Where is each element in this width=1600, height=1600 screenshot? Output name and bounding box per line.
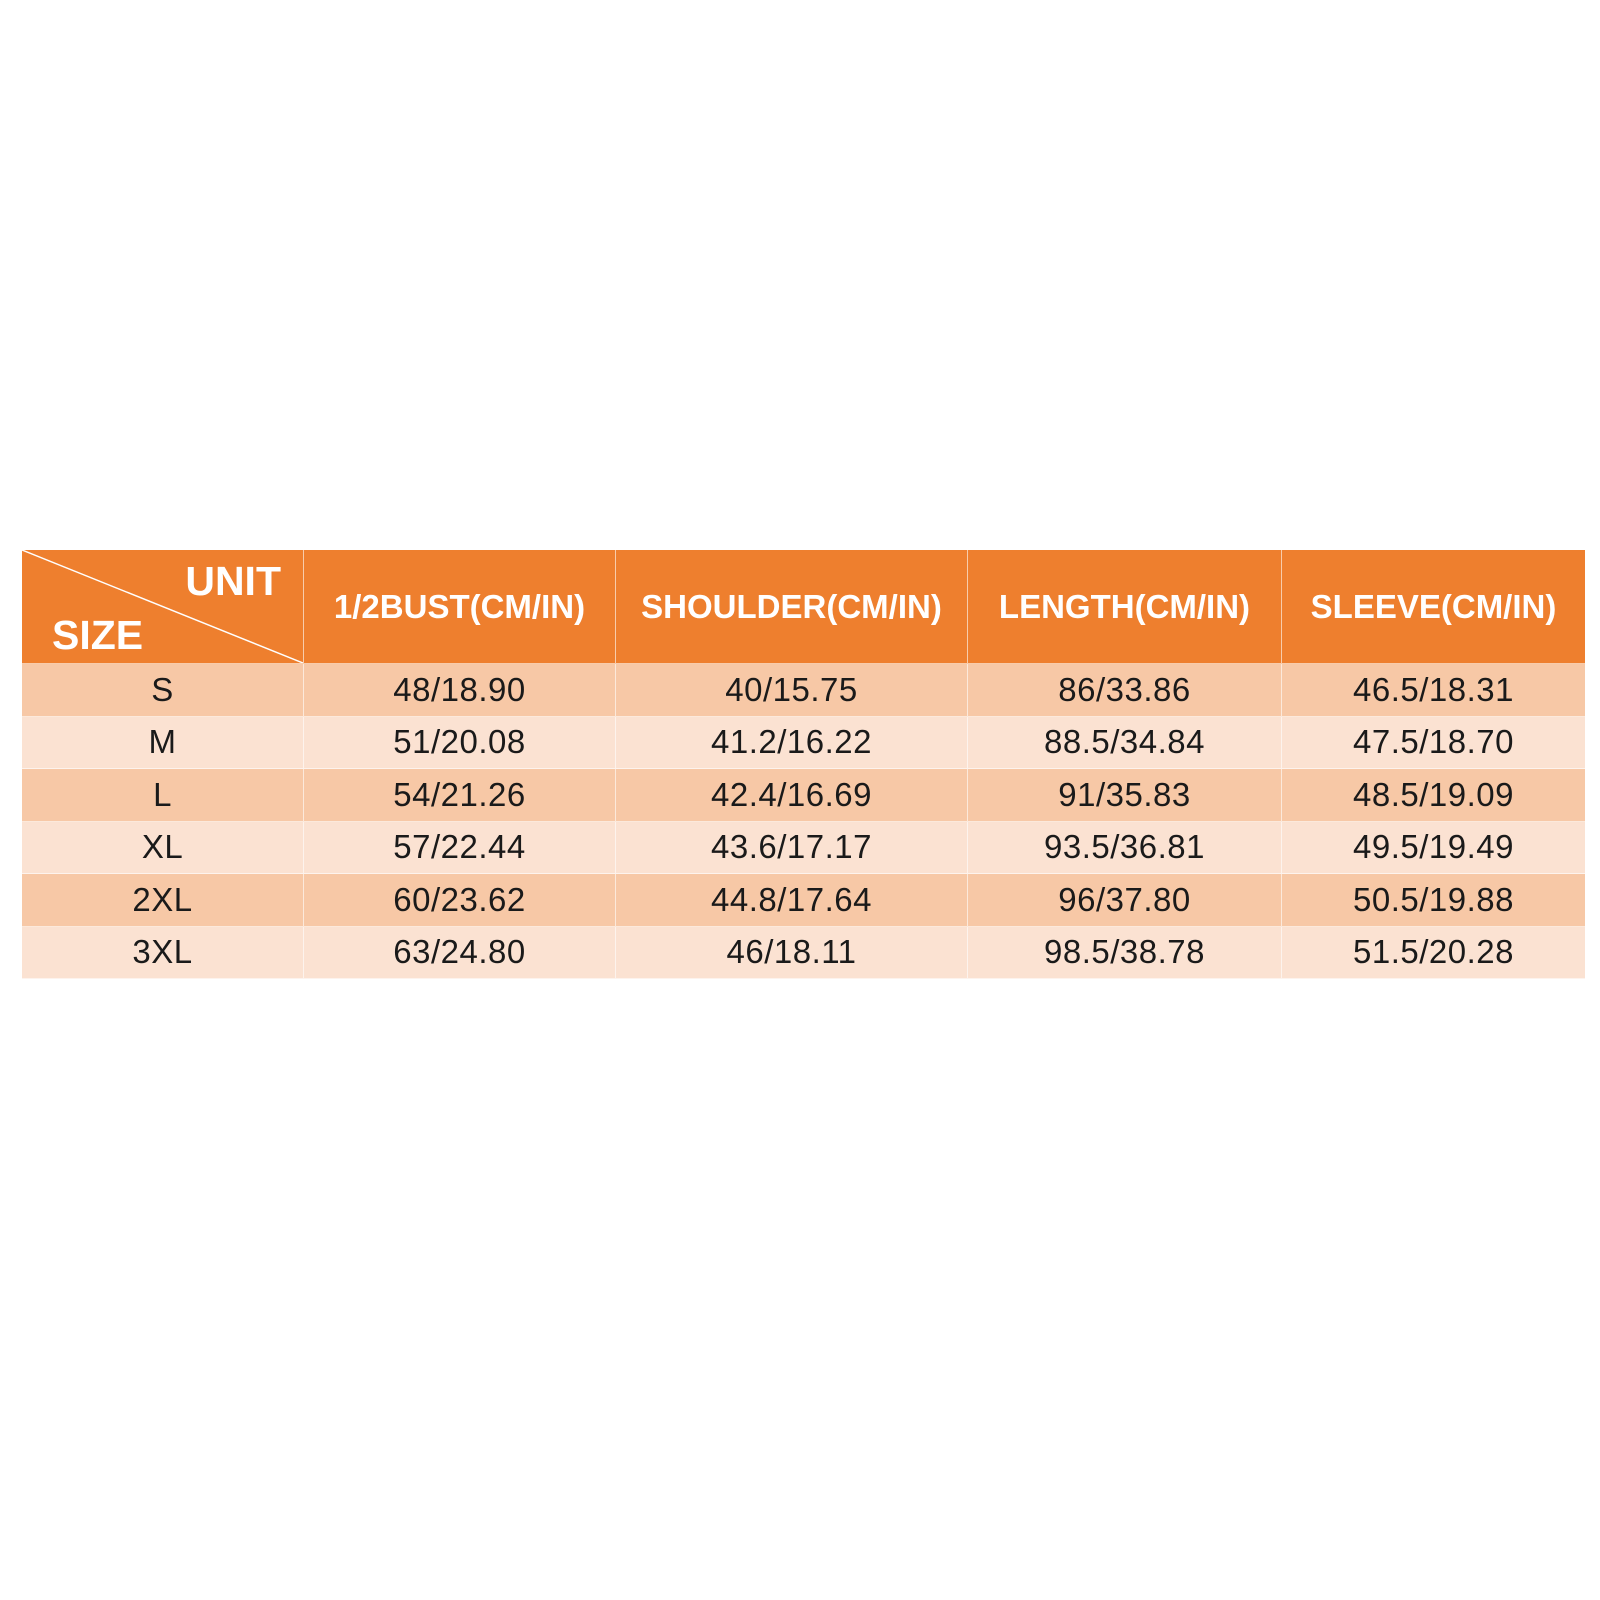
sleeve-cell: 48.5/19.09 (1282, 769, 1585, 822)
length-cell: 86/33.86 (968, 664, 1282, 717)
size-cell: XL (22, 822, 304, 875)
shoulder-cell: 46/18.11 (616, 927, 968, 980)
size-chart-table (22, 550, 1585, 979)
sleeve-cell: 49.5/19.49 (1282, 822, 1585, 875)
size-cell: L (22, 769, 304, 822)
size-cell: M (22, 717, 304, 770)
size-label: SIZE (52, 612, 144, 658)
bust-cell: 48/18.90 (304, 664, 616, 717)
size-cell: 2XL (22, 874, 304, 927)
sleeve-cell: 47.5/18.70 (1282, 717, 1585, 770)
length-cell: 88.5/34.84 (968, 717, 1282, 770)
shoulder-cell: 44.8/17.64 (616, 874, 968, 927)
size-cell: S (22, 664, 304, 717)
header-bust: 1/2BUST(CM/IN) (304, 550, 616, 664)
length-cell: 91/35.83 (968, 769, 1282, 822)
length-cell: 93.5/36.81 (968, 822, 1282, 875)
bust-cell: 57/22.44 (304, 822, 616, 875)
bust-cell: 54/21.26 (304, 769, 616, 822)
unit-label: UNIT (185, 558, 281, 604)
shoulder-cell: 43.6/17.17 (616, 822, 968, 875)
sleeve-cell: 46.5/18.31 (1282, 664, 1585, 717)
bust-cell: 51/20.08 (304, 717, 616, 770)
corner-header-cell (22, 550, 304, 664)
header-sleeve: SLEEVE(CM/IN) (1282, 550, 1585, 664)
header-shoulder: SHOULDER(CM/IN) (616, 550, 968, 664)
sleeve-cell: 51.5/20.28 (1282, 927, 1585, 980)
size-cell: 3XL (22, 927, 304, 980)
header-length: LENGTH(CM/IN) (968, 550, 1282, 664)
length-cell: 98.5/38.78 (968, 927, 1282, 980)
shoulder-cell: 41.2/16.22 (616, 717, 968, 770)
shoulder-cell: 42.4/16.69 (616, 769, 968, 822)
bust-cell: 63/24.80 (304, 927, 616, 980)
shoulder-cell: 40/15.75 (616, 664, 968, 717)
sleeve-cell: 50.5/19.88 (1282, 874, 1585, 927)
length-cell: 96/37.80 (968, 874, 1282, 927)
bust-cell: 60/23.62 (304, 874, 616, 927)
